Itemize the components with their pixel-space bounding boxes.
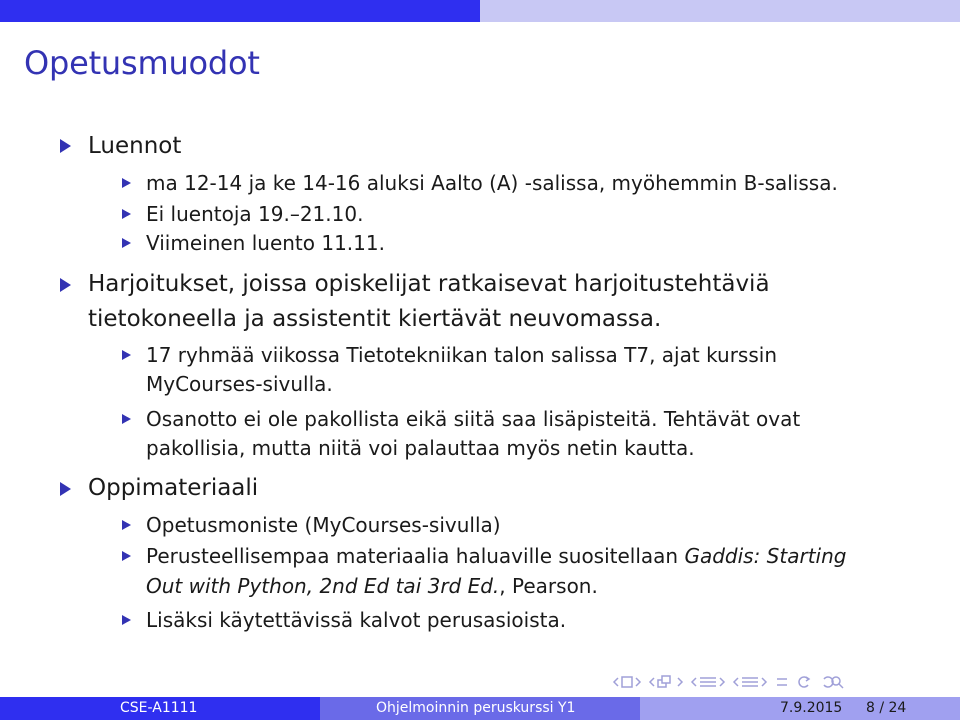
bullet-icon: [122, 238, 131, 248]
list-item: ma 12-14 ja ke 14-16 aluksi Aalto (A) -salissa, myöhemmin B-salissa.: [146, 171, 838, 195]
list-item-line: tietokoneella ja assistentit kiertävät neuvomassa.: [88, 306, 662, 332]
bullet-icon: [122, 209, 131, 219]
nav-appendix-icon[interactable]: [774, 674, 790, 690]
list-item-line: pakollisia, mutta niitä voi palauttaa myös netin kautta.: [146, 436, 695, 460]
bullet-icon: [122, 551, 131, 561]
book-title: Gaddis: Starting: [684, 544, 847, 568]
book-edition: Out with Python, 2nd Ed tai 3rd Ed.: [146, 574, 500, 598]
footer-bar: [0, 697, 960, 720]
list-item-line: Osanotto ei ole pakollista eikä siitä saa lisäpisteitä. Tehtävät ovat: [146, 407, 801, 431]
footer-meta: [640, 697, 960, 720]
slide-title: Opetusmuodot: [24, 44, 260, 82]
footer-page-number: 8 / 24: [866, 700, 907, 716]
bullet-icon: [122, 615, 131, 625]
list-item-text: Perusteellisempaa materiaalia haluaville suositellaan: [146, 544, 685, 568]
bullet-icon: [60, 139, 71, 153]
bullet-icon: [60, 482, 71, 496]
bullet-icon: [122, 178, 131, 188]
list-item-line: Harjoitukset, joissa opiskelijat ratkaisevat harjoitustehtäviä: [88, 271, 770, 297]
footer-course-code: CSE-A1111: [0, 697, 320, 720]
list-item-line: [146, 571, 598, 602]
bullet-icon: [122, 350, 131, 360]
list-item: Viimeinen luento 11.11.: [146, 231, 385, 255]
bullet-icon: [60, 278, 71, 292]
nav-frame-icon[interactable]: [612, 674, 642, 690]
nav-subsection-icon[interactable]: [648, 674, 684, 690]
footer-course-name: Ohjelmoinnin peruskurssi Y1: [320, 697, 640, 720]
footer-date: 7.9.2015: [780, 700, 843, 716]
nav-search-back-forward-icon[interactable]: [796, 674, 846, 690]
nav-section-icon[interactable]: [690, 674, 726, 690]
list-item: Opetusmoniste (MyCourses-sivulla): [146, 513, 501, 537]
list-item-line: [146, 541, 846, 572]
list-item: Ei luentoja 19.–21.10.: [146, 202, 364, 226]
bullet-icon: [122, 520, 131, 530]
list-item-text: , Pearson.: [499, 574, 598, 598]
nav-document-icon[interactable]: [732, 674, 768, 690]
list-item-line: 17 ryhmää viikossa Tietotekniikan talon salissa T7, ajat kurssin: [146, 343, 778, 367]
bullet-icon: [122, 414, 131, 424]
list-item-line: MyCourses-sivulla.: [146, 372, 333, 396]
list-item: Lisäksi käytettävissä kalvot perusasioista.: [146, 608, 567, 632]
beamer-navigation: [612, 672, 846, 692]
list-item: Oppimateriaali: [88, 475, 259, 501]
list-item: Luennot: [88, 133, 182, 159]
